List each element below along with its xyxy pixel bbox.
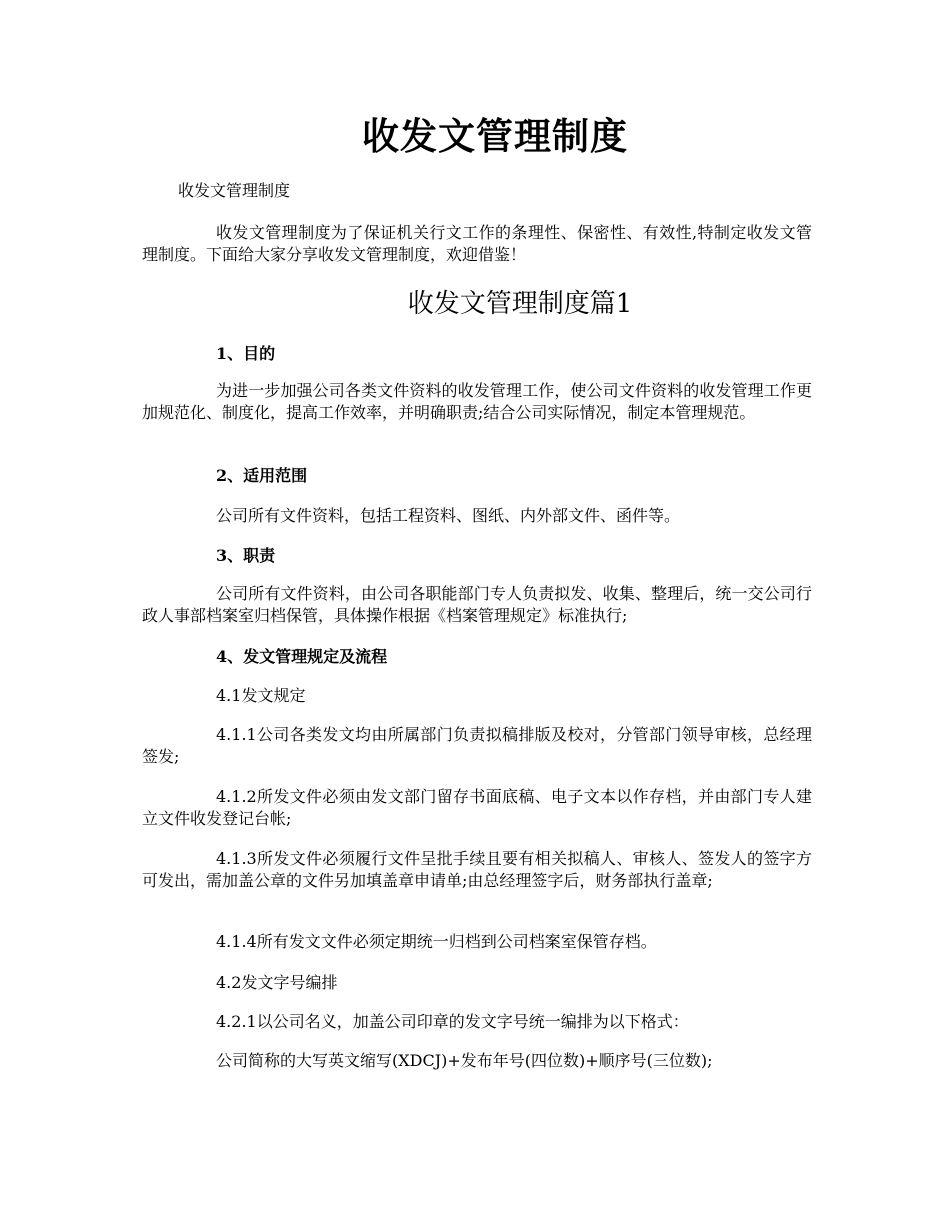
paragraph-4-1-2: 4.1.2所发文件必须由发文部门留存书面底稿、电子文本以作存档，并由部门专人建立文件收发登记台帐;	[142, 787, 812, 828]
heading-duties: 3、职责	[216, 546, 276, 565]
paragraph-purpose: 为进一步加强公司各类文件资料的收发管理工作，使公司文件资料的收发管理工作更加规范化、制度化，提高工作效率，并明确职责;结合公司实际情况，制定本管理规范。	[142, 381, 812, 422]
paragraph-4-2: 4.2发文字号编排	[216, 973, 338, 992]
heading-purpose: 1、目的	[216, 344, 276, 363]
intro-paragraph: 收发文管理制度为了保证机关行文工作的条理性、保密性、有效性,特制定收发文管理制度。下面给大家分享收发文管理制度，欢迎借鉴！	[142, 223, 812, 264]
paragraph-4-1: 4.1发文规定	[216, 686, 306, 705]
paragraph-duties: 公司所有文件资料，由公司各职能部门专人负责拟发、收集、整理后，统一交公司行政人事部档案室归档保管，具体操作根据《档案管理规定》标准执行;	[142, 584, 812, 625]
paragraph-4-1-4: 4.1.4所有发文文件必须定期统一归档到公司档案室保管存档。	[216, 932, 657, 951]
heading-procedures: 4、发文管理规定及流程	[216, 647, 388, 666]
intro-label: 收发文管理制度	[178, 181, 291, 200]
paragraph-4-2-1: 4.2.1以公司名义，加盖公司印章的发文字号统一编排为以下格式：	[216, 1012, 689, 1031]
paragraph-format: 公司简称的大写英文缩写(XDCJ)+发布年号(四位数)+顺序号(三位数);	[216, 1051, 713, 1070]
heading-scope: 2、适用范围	[216, 466, 308, 485]
paragraph-4-1-1: 4.1.1公司各类发文均由所属部门负责拟稿排版及校对，分管部门领导审核，总经理签发;	[142, 725, 812, 766]
section-title: 收发文管理制度篇1	[407, 289, 633, 319]
document-title: 收发文管理制度	[362, 114, 628, 158]
paragraph-scope: 公司所有文件资料，包括工程资料、图纸、内外部文件、函件等。	[216, 506, 681, 525]
paragraph-4-1-3: 4.1.3所发文件必须履行文件呈批手续且要有相关拟稿人、审核人、签发人的签字方可发出，需加盖公章的文件另加填盖章申请单;由总经理签字后，财务部执行盖章;	[142, 849, 812, 890]
